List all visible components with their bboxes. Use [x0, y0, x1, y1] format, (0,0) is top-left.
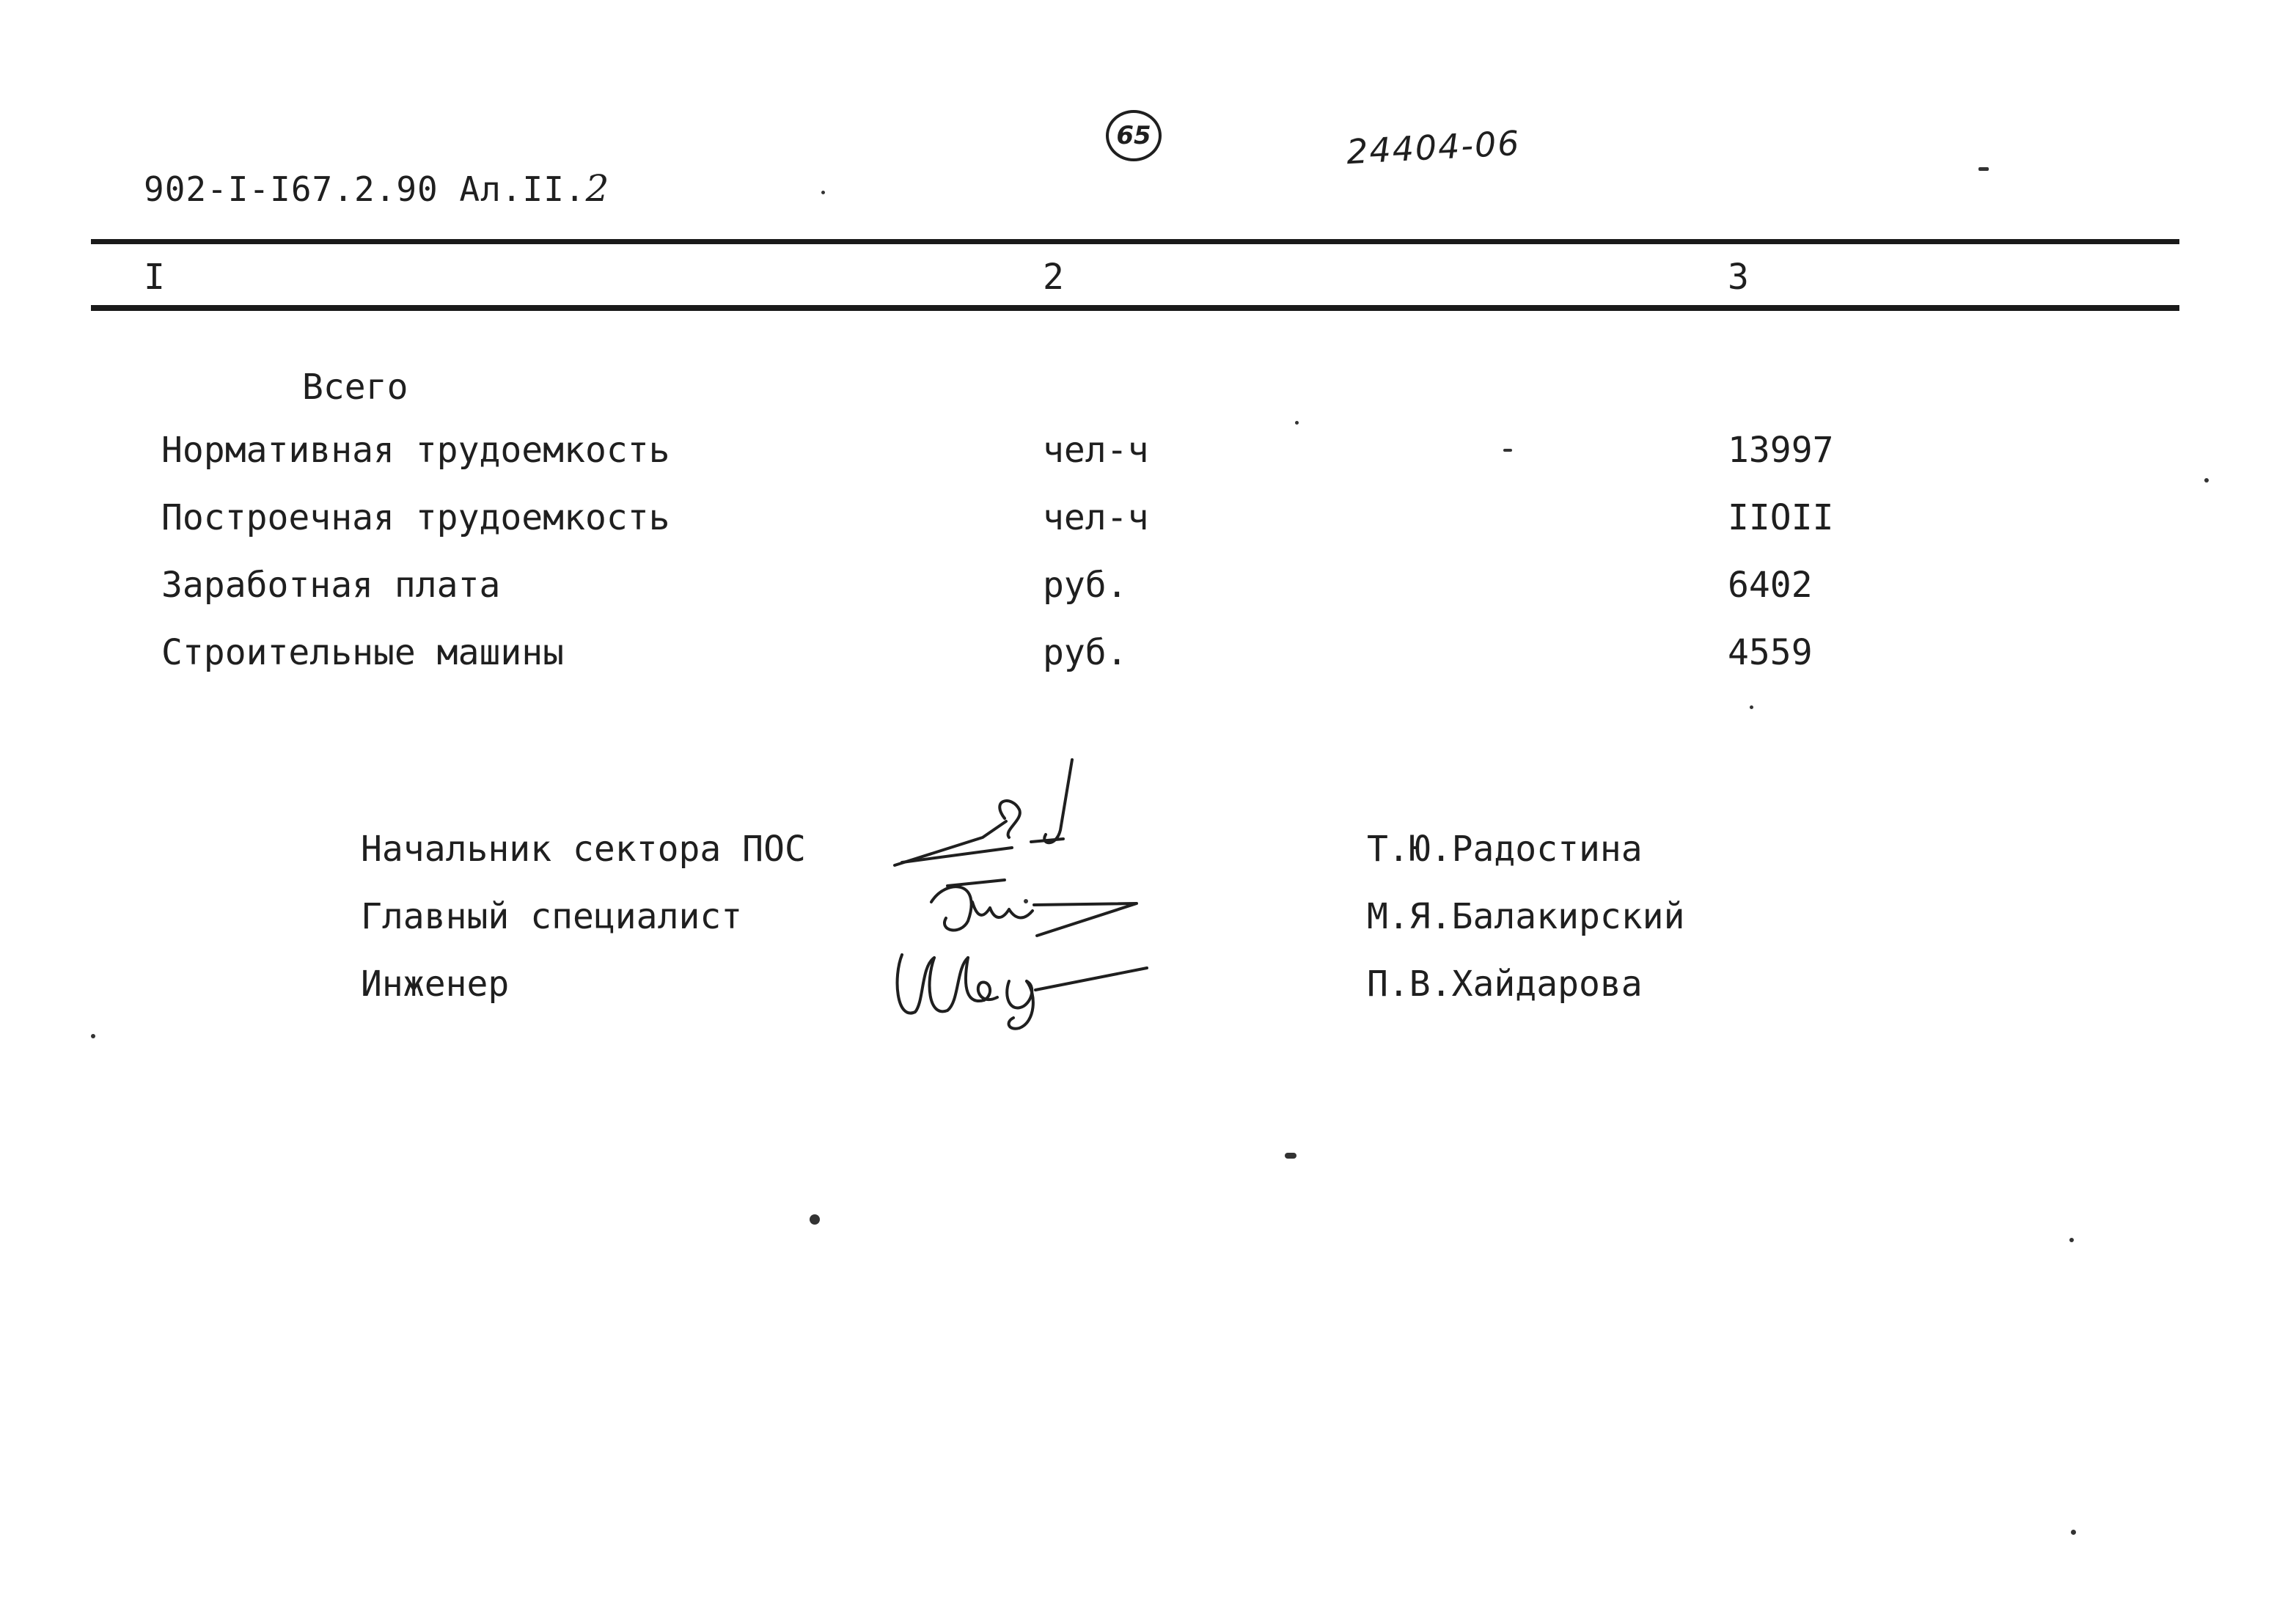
scan-speck: [1750, 705, 1753, 709]
total-label: Всего: [302, 367, 408, 408]
scan-speck: [821, 191, 825, 194]
signatory-role: Начальник сектора ПОС: [361, 829, 806, 870]
scan-speck: [1024, 899, 1028, 903]
handwritten-number: 24404-06: [1345, 122, 1522, 172]
row-unit: чел-ч: [1043, 430, 1149, 471]
column-header-3: 3: [1728, 257, 1749, 298]
column-header-1: I: [144, 257, 165, 298]
signature-3: [898, 955, 1147, 1029]
table-top-rule: [91, 239, 2179, 244]
scan-speck: [2071, 1530, 2076, 1535]
row-label: Заработная плата: [161, 565, 501, 606]
scan-speck: [810, 1214, 820, 1225]
signature-2: [931, 880, 1137, 936]
scan-speck: [1295, 421, 1299, 425]
signatory-role: Главный специалист: [361, 896, 743, 937]
document-code-text: 902-I-I67.2.90 Ал.II.: [144, 169, 586, 209]
row-unit: чел-ч: [1043, 497, 1149, 538]
row-value: 6402: [1728, 565, 1813, 606]
document-code: [144, 167, 609, 210]
signatory-name: М.Я.Балакирский: [1367, 896, 1685, 937]
page-number: 65: [1116, 121, 1151, 150]
signatory-name: Т.Ю.Радостина: [1367, 829, 1643, 870]
scan-speck: [2204, 478, 2209, 483]
scan-speck: [1285, 1153, 1296, 1159]
handwritten-signatures: [880, 748, 1173, 1041]
scan-speck: [91, 1034, 95, 1038]
table-header-bottom-rule: [91, 305, 2179, 311]
row-value: 4559: [1728, 632, 1813, 673]
row-value: IIOII: [1728, 497, 1834, 538]
scan-speck: [2069, 1238, 2074, 1242]
scan-speck: [1978, 167, 1989, 171]
signatory-role: Инженер: [361, 964, 510, 1005]
scan-speck: [1503, 449, 1512, 452]
column-header-2: 2: [1043, 257, 1064, 298]
signatory-name: П.В.Хайдарова: [1367, 964, 1643, 1005]
sheet-suffix: 2: [585, 167, 610, 210]
row-label: Строительные машины: [161, 632, 565, 673]
row-label: Построечная трудоемкость: [161, 497, 670, 538]
row-value: 13997: [1728, 430, 1834, 471]
row-unit: руб.: [1043, 565, 1128, 606]
row-unit: руб.: [1043, 632, 1128, 673]
page-number-circle: [1106, 110, 1162, 161]
row-label: Нормативная трудоемкость: [161, 430, 670, 471]
signature-1: [895, 760, 1072, 865]
